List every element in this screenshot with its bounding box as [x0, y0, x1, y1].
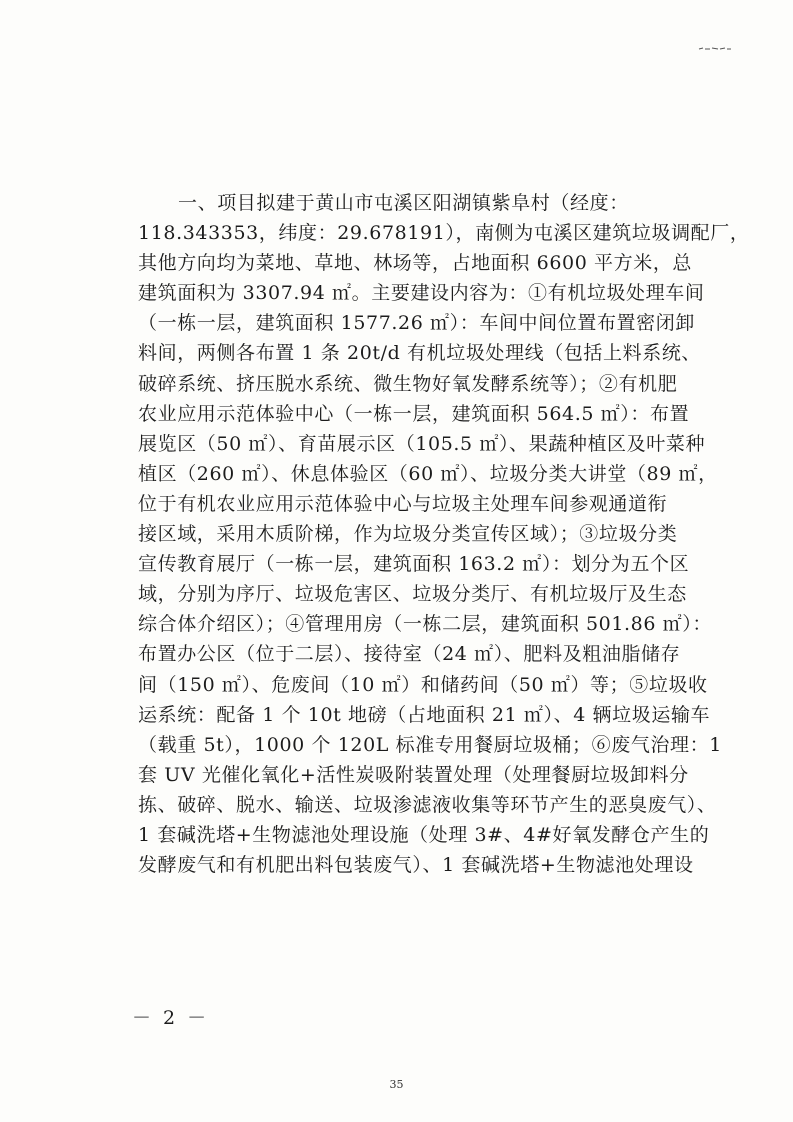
paragraph-line: 其他方向均为菜地、草地、林场等，占地面积 6600 平方米，总: [138, 252, 693, 275]
paragraph-line: 农业应用示范体验中心（一栋一层，建筑面积 564.5 ㎡）：布置: [138, 402, 690, 425]
paragraph-line: 运系统：配备 1 个 10t 地磅（占地面积 21 ㎡）、4 辆垃圾运输车: [138, 703, 711, 726]
paragraph-line: 宣传教育展厅（一栋一层，建筑面积 163.2 ㎡）：划分为五个区: [138, 553, 690, 576]
paragraph-line: 118.343353，纬度：29.678191），南侧为屯溪区建筑垃圾调配厂，: [138, 222, 750, 245]
footer-page-number: 35: [389, 1078, 404, 1091]
page-number: － 2 －: [132, 1007, 210, 1029]
paragraph-line: 发酵废气和有机肥出料包装废气）、1 套碱洗塔+生物滤池处理设: [138, 854, 694, 877]
paragraph-line: 料间，两侧各布置 1 条 20t/d 有机垃圾处理线（包括上料系统、: [138, 342, 702, 365]
paragraph-line: 套 UV 光催化氧化+活性炭吸附装置处理（处理餐厨垃圾卸料分: [138, 763, 689, 786]
paragraph-line: 破碎系统、挤压脱水系统、微生物好氧发酵系统等）；②有机肥: [138, 372, 678, 395]
paragraph-line: 域，分别为序厅、垃圾危害区、垃圾分类厅、有机垃圾厅及生态: [138, 583, 687, 606]
paragraph-line: 一、项目拟建于黄山市屯溪区阳湖镇紫阜村（经度：: [178, 192, 629, 214]
paragraph-line: 展览区（50 ㎡）、育苗展示区（105.5 ㎡）、果蔬种植区及叶菜种: [138, 432, 706, 455]
paragraph-line: （载重 5t），1000 个 120L 标准专用餐厨垃圾桶；⑥废气治理：1: [138, 733, 722, 756]
paragraph-line: 位于有机农业应用示范体验中心与垃圾主处理车间参观通道衔: [138, 492, 668, 515]
paragraph-line: 接区域，采用木质阶梯，作为垃圾分类宣传区域）；③垃圾分类: [138, 523, 678, 546]
paragraph-line: 布置办公区（位于二层）、接待室（24 ㎡）、肥料及粗油脂储存: [138, 643, 681, 666]
main-paragraph: [138, 188, 750, 880]
paragraph-line: （一栋一层，建筑面积 1577.26 ㎡）：车间中间位置布置密闭卸: [138, 312, 695, 335]
paragraph-line: 植区（260 ㎡）、休息体验区（60 ㎡）、垃圾分类大讲堂（89 ㎡，: [138, 462, 718, 485]
paragraph-line: 综合体介绍区）；④管理用房（一栋二层，建筑面积 501.86 ㎡）：: [138, 613, 712, 636]
paragraph-line: 建筑面积为 3307.94 ㎡。主要建设内容为：①有机垃圾处理车间: [138, 282, 705, 305]
paragraph-line: 拣、破碎、脱水、输送、垃圾渗滤液收集等环节产生的恶臭废气）、: [138, 793, 717, 816]
scan-artifact-mark: [698, 44, 732, 52]
paragraph-line: 1 套碱洗塔+生物滤池处理设施（处理 3#、4#好氧发酵仓产生的: [138, 823, 710, 846]
paragraph-line: 间（150 ㎡）、危废间（10 ㎡）和储药间（50 ㎡）等；⑤垃圾收: [138, 673, 708, 696]
